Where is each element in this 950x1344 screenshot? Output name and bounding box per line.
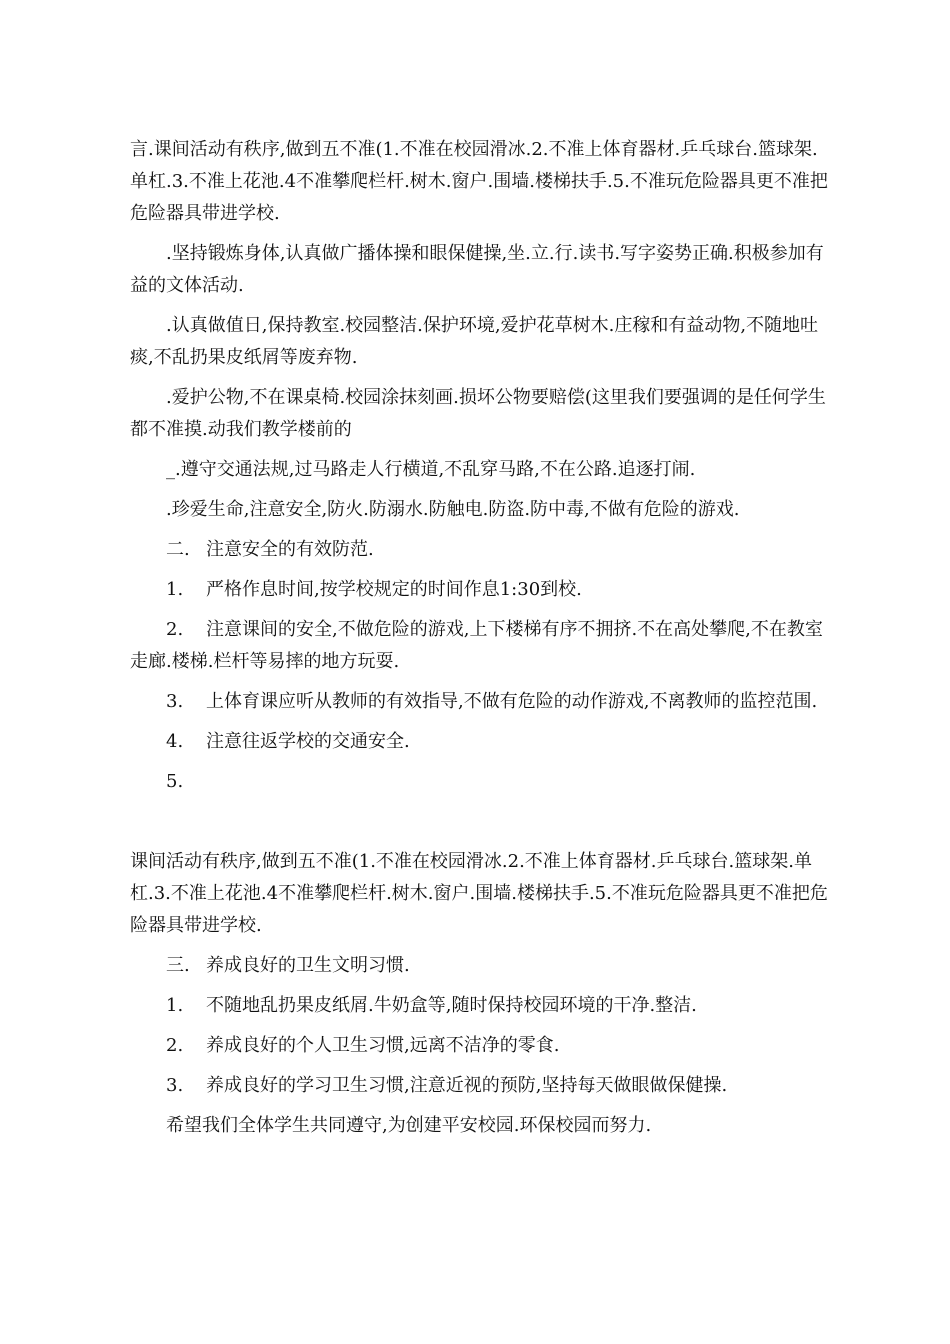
list-item	[130, 766, 830, 798]
item-text: 注意往返学校的交通安全.	[206, 731, 410, 752]
section-number: 二.	[166, 539, 190, 560]
list-item	[130, 614, 830, 678]
item-number: 5.	[166, 771, 184, 792]
list-item	[130, 574, 830, 606]
closing-paragraph: 希望我们全体学生共同遵守,为创建平安校园.环保校园而努力.	[166, 1115, 652, 1136]
item-number: 4.	[166, 731, 184, 752]
list-item	[130, 990, 830, 1022]
section-heading-3	[130, 950, 830, 982]
list-item	[130, 1030, 830, 1062]
paragraph-safety: .珍爱生命,注意安全,防火.防溺水.防触电.防盗.防中毒,不做有危险的游戏.	[166, 499, 740, 520]
item-number: 1.	[166, 995, 184, 1016]
paragraph-exercise: .坚持锻炼身体,认真做广播体操和眼保健操,坐.立.行.读书.写字姿势正确.积极参加有益的文体活动.	[130, 243, 824, 296]
list-item	[130, 1070, 830, 1102]
paragraph-duty: .认真做值日,保持教室.校园整洁.保护环境,爱护花草树木.庄稼和有益动物,不随地吐痰,不乱扔果皮纸屑等废弃物.	[130, 315, 819, 368]
item-text: 养成良好的个人卫生习惯,远离不洁净的零食.	[206, 1035, 560, 1056]
paragraph-rules-intro: 言.课间活动有秩序,做到五不准(1.不准在校园滑冰.2.不准上体育器材.乒乓球台.篮球架.单杠.3.不准上花池.4不准攀爬栏杆.树木.窗户.围墙.楼梯扶手.5.不准玩危险器具更不准把危险器具带进学校.	[130, 139, 828, 224]
section-number: 三.	[166, 955, 190, 976]
page-gap	[130, 806, 830, 846]
list-item	[130, 686, 830, 718]
section-heading-2	[130, 534, 830, 566]
item-number: 3.	[166, 1075, 184, 1096]
item-text: 不随地乱扔果皮纸屑.牛奶盒等,随时保持校园环境的干净.整洁.	[206, 995, 697, 1016]
paragraph-rules-repeat: 课间活动有秩序,做到五不准(1.不准在校园滑冰.2.不准上体育器材.乒乓球台.篮球架.单杠.3.不准上花池.4不准攀爬栏杆.树木.窗户.围墙.楼梯扶手.5.不准玩危险器具更不准把危险器具带进学校.	[130, 851, 828, 936]
item-number: 1.	[166, 579, 184, 600]
paragraph-public-property: .爱护公物,不在课桌椅.校园涂抹刻画.损坏公物要赔偿(这里我们要强调的是任何学生都不准摸.动我们教学楼前的	[130, 387, 826, 440]
section-title: 注意安全的有效防范.	[206, 539, 374, 560]
item-number: 2.	[166, 619, 184, 640]
item-text: 严格作息时间,按学校规定的时间作息1:30到校.	[206, 579, 582, 600]
list-item	[130, 726, 830, 758]
document-page	[130, 134, 830, 1150]
section-title: 养成良好的卫生文明习惯.	[206, 955, 410, 976]
item-text: 上体育课应听从教师的有效指导,不做有危险的动作游戏,不离教师的监控范围.	[206, 691, 818, 712]
paragraph-traffic: _.遵守交通法规,过马路走人行横道,不乱穿马路,不在公路.追逐打闹.	[166, 459, 696, 480]
item-text: 养成良好的学习卫生习惯,注意近视的预防,坚持每天做眼做保健操.	[206, 1075, 728, 1096]
item-text: 注意课间的安全,不做危险的游戏,上下楼梯有序不拥挤.不在高处攀爬,不在教室走廊.楼梯.栏杆等易摔的地方玩耍.	[130, 619, 823, 672]
item-number: 3.	[166, 691, 184, 712]
item-number: 2.	[166, 1035, 184, 1056]
